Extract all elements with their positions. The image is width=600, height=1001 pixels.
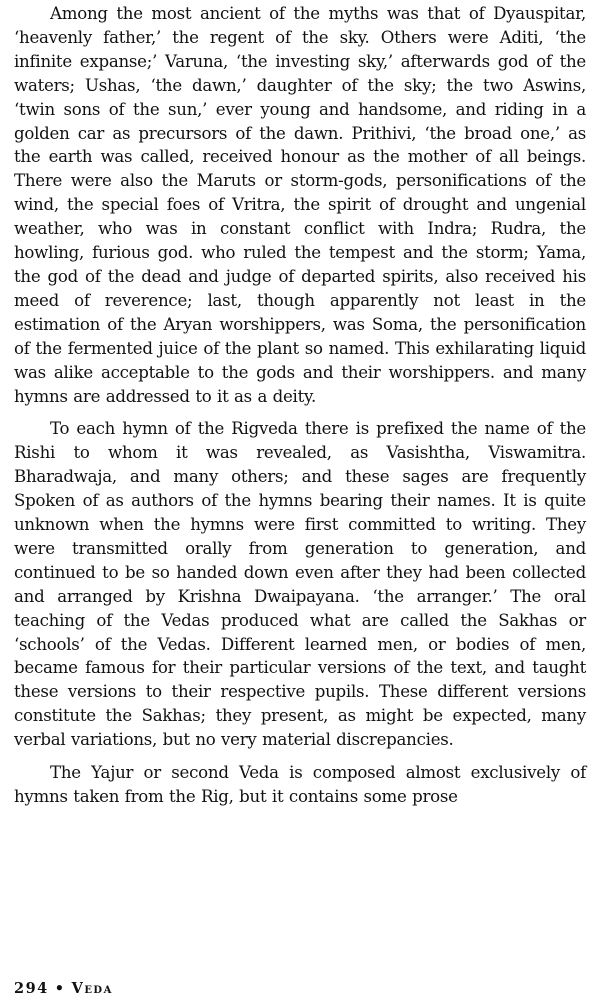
paragraph-myths: Among the most ancient of the myths was that of Dyauspitar, ‘heavenly father,’ the regent of the sky. Others were Aditi, ‘the infinite expanse;’ Varuna, ‘the investing sky,’ afterwards god of the waters; Ushas, ‘the dawn,’ daughter of the sky; the two Aswins, ‘twin sons of the sun,’ ever young and handsome, and riding in a golden car as precursors of the dawn. Prithivi, ‘the broad one,’ as the earth was called, received honour as the mother of all beings. There were also the Maruts or storm-gods, personifications of the wind, the special foes of Vritra, the spirit of drought and ungenial weather, who was in constant conflict with Indra; Rudra, the howling, furious god. who ruled the tempest and the storm; Yama, the god of the dead and judge of departed spirits, also received his meed of reverence; last, though apparently not least in the estimation of the Aryan worshippers, was Soma, the personification of the fermented juice of the plant so named. This exhilarating liquid was alike acceptable to the gods and their worshippers. and many hymns are addressed to it as a deity.	[14, 4, 586, 406]
page-number: 294	[14, 980, 49, 997]
paragraph-yajur: The Yajur or second Veda is composed almost exclusively of hymns taken from the Rig, but it contains some prose	[14, 763, 586, 806]
running-title: Veda	[71, 980, 113, 997]
paragraph-rishis: To each hymn of the Rigveda there is prefixed the name of the Rishi to whom it was revealed, as Vasishtha, Viswamitra. Bharadwaja, and many others; and these sages are frequently Spoken of as authors of the hymns bearing their names. It is quite unknown when the hymns were first committed to writing. They were transmitted orally from generation to generation, and continued to be so handed down even after they had been collected and arranged by Krishna Dwaipayana. ‘the arranger.’ The oral teaching of the Vedas produced what are called the Sakhas or ‘schools’ of the Vedas. Different learned men, or bodies of men, became famous for their particular versions of the text, and taught these versions to their respective pupils. These different versions constitute the Sakhas; they present, as might be expected, many verbal variations, but no very material discrepancies.	[14, 419, 586, 750]
page-footer	[14, 980, 113, 997]
footer-separator: •	[54, 980, 66, 997]
